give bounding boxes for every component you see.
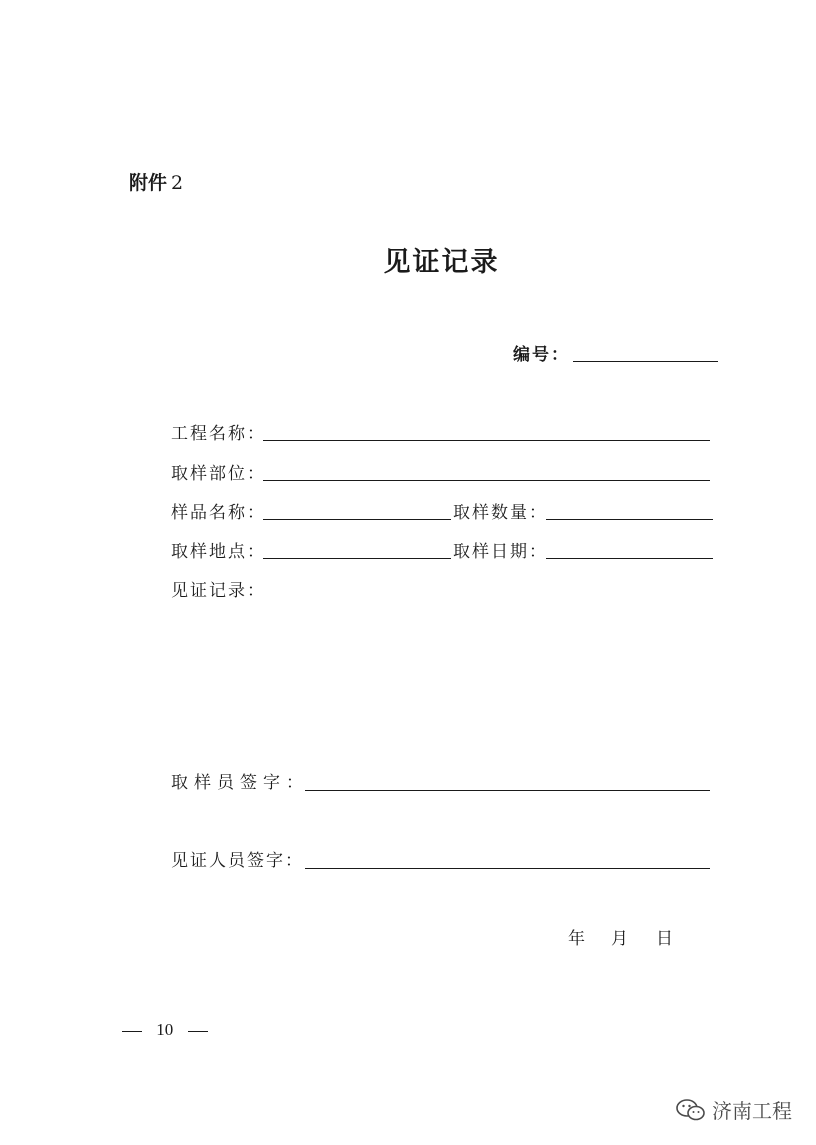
date-year: 年	[568, 929, 585, 949]
attachment-label	[129, 168, 183, 195]
serial-number-line[interactable]	[573, 361, 718, 362]
page-number: 10	[156, 1020, 174, 1039]
sampling-date-line[interactable]	[546, 558, 713, 559]
footer-dash-left	[122, 1031, 142, 1032]
sampling-part-label: 取样部位：	[171, 464, 266, 484]
date-day: 日	[656, 929, 673, 949]
date-month: 月	[611, 929, 628, 949]
signature-date	[568, 924, 673, 949]
sampler-signature-label: 取样员签字：	[171, 773, 309, 793]
sampling-site-line[interactable]	[263, 558, 451, 559]
footer-dash-right	[188, 1031, 208, 1032]
sample-name-line[interactable]	[263, 519, 451, 520]
witness-signature-label: 见证人员签字：	[171, 851, 304, 871]
attachment-number: 2	[171, 172, 184, 194]
sampling-part-line[interactable]	[263, 480, 710, 481]
sampler-signature-line[interactable]	[305, 790, 710, 791]
sample-quantity-label: 取样数量：	[453, 503, 548, 523]
sample-name-label: 样品名称：	[171, 503, 266, 523]
serial-number-label: 编号：	[513, 345, 570, 365]
project-name-label: 工程名称：	[171, 424, 266, 444]
sampling-site-label: 取样地点：	[171, 542, 266, 562]
page-title: 见证记录	[383, 247, 500, 278]
sampling-date-label: 取样日期：	[453, 542, 548, 562]
witness-signature-line[interactable]	[305, 868, 710, 869]
wechat-icon	[676, 1098, 706, 1122]
watermark-text: 济南工程	[712, 1099, 792, 1123]
attachment-text: 附件	[129, 172, 168, 194]
page-footer	[122, 1020, 208, 1040]
project-name-line[interactable]	[263, 440, 710, 441]
watermark	[676, 1095, 792, 1124]
witness-record-label: 见证记录：	[171, 581, 266, 601]
sample-quantity-line[interactable]	[546, 519, 713, 520]
